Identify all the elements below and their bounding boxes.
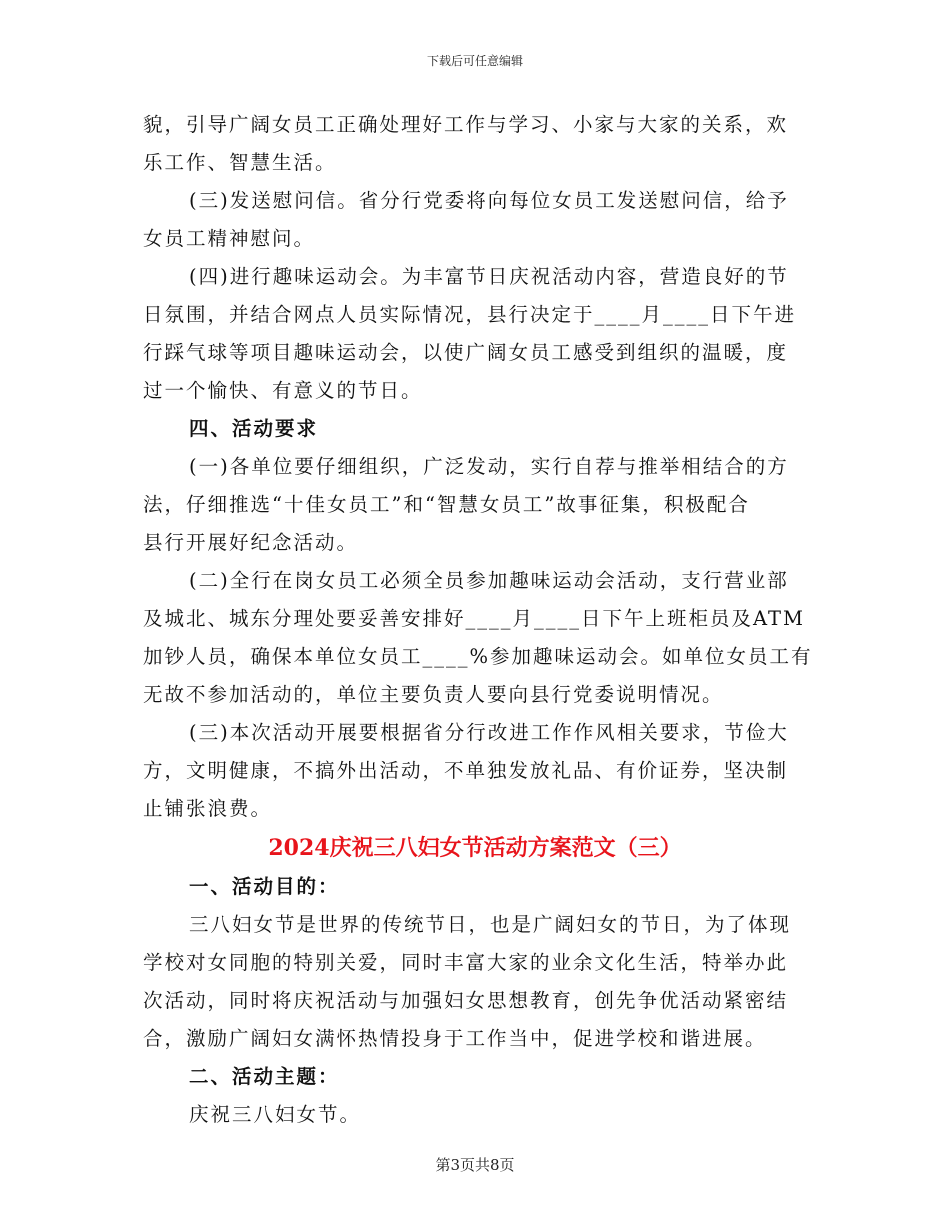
text-line: 行踩气球等项目趣味运动会，以使广阔女员工感受到组织的温暖，度 — [143, 341, 789, 364]
text-line: (一)各单位要仔细组织，广泛发动，实行自荐与推举相结合的方 — [189, 455, 789, 478]
text-line: 加钞人员，确保本单位女员工____%参加趣味运动会。如单位女员工有 — [143, 645, 813, 668]
page-footer: 第3页共8页 — [435, 1156, 515, 1174]
text-line: (二)全行在岗女员工必须全员参加趣味运动会活动，支行营业部 — [189, 569, 789, 592]
paragraph-block-2 — [143, 868, 807, 1134]
text-line: 合，激励广阔妇女满怀热情投身于工作当中，促进学校和谐进展。 — [143, 1027, 767, 1050]
text-line: 次活动，同时将庆祝活动与加强妇女思想教育，创先争优活动紧密结 — [143, 989, 789, 1012]
paragraph-block-1 — [143, 106, 813, 828]
section-heading: 一、活动目的： — [189, 875, 340, 898]
text-line: 方，文明健康，不搞外出活动，不单独发放礼品、有价证券，坚决制 — [143, 759, 789, 782]
text-line: 法，仔细推选“十佳女员工”和“智慧女员工”故事征集，积极配合 — [143, 493, 750, 516]
text-line: 三八妇女节是世界的传统节日，也是广阔妇女的节日，为了体现 — [189, 913, 792, 936]
document-body — [143, 106, 813, 1134]
text-line: (三)本次活动开展要根据省分行改进工作作风相关要求，节俭大 — [189, 721, 789, 744]
text-line: 学校对女同胞的特别关爱，同时丰富大家的业余文化生活，特举办此 — [143, 951, 789, 974]
text-line: 日氛围，并结合网点人员实际情况，县行决定于____月____日下午进 — [143, 303, 797, 326]
page-header: 下载后可任意编辑 — [426, 54, 523, 68]
text-line: (四)进行趣味运动会。为丰富节日庆祝活动内容，营造良好的节 — [189, 265, 789, 288]
text-line: 县行开展好纪念活动。 — [143, 531, 359, 554]
text-line: (三)发送慰问信。省分行党委将向每位女员工发送慰问信，给予 — [189, 189, 789, 212]
text-line: 过一个愉快、有意义的节日。 — [143, 379, 423, 402]
text-line: 及城北、城东分理处要妥善安排好____月____日下午上班柜员及ATM — [143, 607, 805, 630]
text-line: 女员工精神慰问。 — [143, 227, 316, 250]
text-line: 乐工作、智慧生活。 — [143, 151, 337, 174]
text-line: 无故不参加活动的，单位主要负责人要向县行党委说明情况。 — [143, 683, 724, 706]
text-line: 止铺张浪费。 — [143, 797, 273, 820]
section-heading: 四、活动要求 — [189, 417, 319, 440]
section-heading: 二、活动主题： — [189, 1065, 340, 1088]
text-line: 貌，引导广阔女员工正确处理好工作与学习、小家与大家的关系，欢 — [143, 113, 789, 136]
text-line: 庆祝三八妇女节。 — [189, 1103, 362, 1126]
section-title: 2024庆祝三八妇女节活动方案范文（三） — [268, 835, 682, 861]
